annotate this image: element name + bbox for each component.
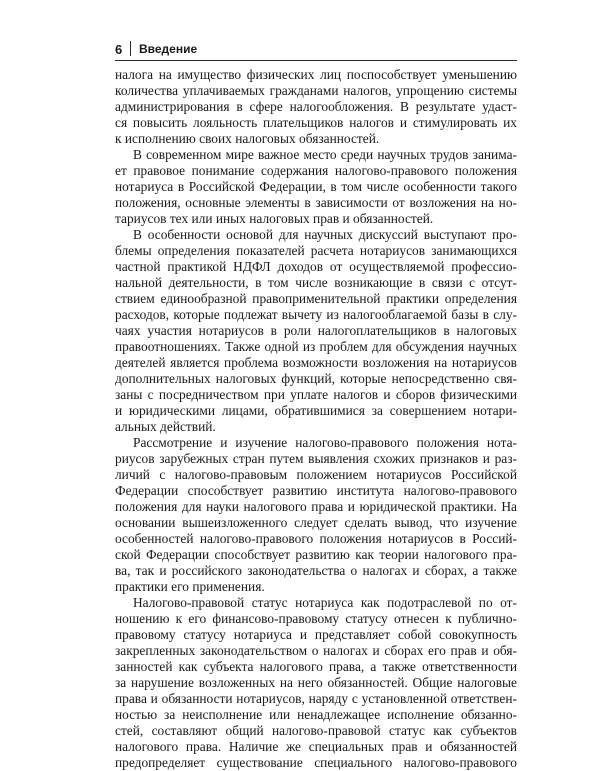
text-line: нальной деятельности, в том числе возникающие в связи с отсут- xyxy=(115,275,517,290)
text-line: ва, так и российского законодательства о налогах и сборах, а также xyxy=(115,563,517,578)
text-line: налога на имущество физических лиц поспособствует уменьшению xyxy=(115,67,517,82)
text-line: Федерации способствует развитию института налогово-правового xyxy=(115,483,517,498)
text-line: за нарушение возложенных на него обязанностей. Общие налоговые xyxy=(115,675,517,690)
text-line: предопределяет существование специального налогово-правового xyxy=(115,755,517,770)
text-line: альных действий. xyxy=(115,419,216,434)
body-text xyxy=(115,67,517,771)
paragraph xyxy=(115,435,517,595)
text-line: ношению к его финансово-правовому статусу отнесен к публично- xyxy=(115,611,517,626)
text-line: права и обязанности нотариусов, наряду с установленной ответствен- xyxy=(115,691,517,706)
text-line: практики его применения. xyxy=(115,579,265,594)
text-line: расходов, которые подлежат вычету из налогооблагаемой базы в слу- xyxy=(115,307,517,322)
text-line: В современном мире важное место среди научных трудов занима- xyxy=(133,147,517,162)
page-number: 6 xyxy=(115,42,123,57)
text-line: деятелей является проблема возможности возложения на нотариусов xyxy=(115,355,517,370)
paragraph xyxy=(115,227,517,435)
text-line: В особенности основой для научных дискуссий выступают про- xyxy=(133,227,517,242)
chapter-title: Введение xyxy=(139,42,198,56)
paragraph xyxy=(115,147,517,227)
text-line: ствием единообразной правоприменительной практики определения xyxy=(115,291,517,306)
text-line: блемы определения показателей расчета нотариусов занимающихся xyxy=(115,243,517,258)
text-line: ет правовое понимание содержания налогово-правового положения xyxy=(115,163,517,178)
text-line: дополнительных налоговых функций, которые непосредственно свя- xyxy=(115,371,517,386)
text-line: правовому статусу нотариуса и представляет собой совокупность xyxy=(115,627,517,642)
paragraph xyxy=(115,67,517,147)
text-line: налогового права. Наличие же специальных прав и обязанностей xyxy=(115,739,517,754)
text-line: риусов зарубежных стран путем выявления схожих признаков и раз- xyxy=(115,451,517,466)
text-line: администрирования в сфере налогообложения. В результате удаст- xyxy=(115,99,517,114)
text-line: заны с посредничеством при уплате налогов и сборов физическими xyxy=(115,387,517,402)
text-line: ской Федерации способствует развитию как теории налогового пра- xyxy=(115,547,517,562)
text-line: тариусов тех или иных налоговых прав и обязанностей. xyxy=(115,211,434,226)
text-line: нотариуса в Российской Федерации, в том числе особенности такого xyxy=(115,179,517,194)
text-line: ся повысить лояльность плательщиков налогов и стимулировать их xyxy=(115,115,517,130)
text-line: занностей как субъекта налогового права, а также ответственности xyxy=(115,659,517,674)
paragraph xyxy=(115,595,517,771)
text-line: ностью за неисполнение или ненадлежащее исполнение обязанно- xyxy=(115,707,517,722)
text-line: количества уплачиваемых гражданами налогов, упрощению системы xyxy=(115,83,517,98)
running-header xyxy=(115,38,517,61)
text-line: положения, основные элементы в зависимости от возложения на но- xyxy=(115,195,517,210)
text-line: стей, составляют общий налогово-правовой статус как субъектов xyxy=(115,723,517,738)
text-line: Рассмотрение и изучение налогово-правового положения нота- xyxy=(133,435,517,450)
text-line: правоотношениях. Также одной из проблем для обсуждения научных xyxy=(115,339,517,354)
text-line: к исполнению своих налоговых обязанностей. xyxy=(115,131,380,146)
text-line: чаях участия нотариусов в роли налогоплательщиков в налоговых xyxy=(115,323,517,338)
text-line: частной практикой НДФЛ доходов от осуществляемой профессио- xyxy=(115,259,517,274)
text-line: особенностей налогово-правового положения нотариусов в Россий- xyxy=(115,531,517,546)
text-line: и юридическими лицами, обратившимися за совершением нотари- xyxy=(115,403,517,418)
header-separator xyxy=(130,41,131,56)
text-line: личий с налогово-правовым положением нотариусов Российской xyxy=(115,467,517,482)
text-line: основании вышеизложенного следует сделать вывод, что изучение xyxy=(115,515,517,530)
text-line: Налогово-правовой статус нотариуса как подотраслевой по от- xyxy=(133,595,517,610)
text-line: закрепленных законодательством о налогах и сборах его прав и обя- xyxy=(115,643,517,658)
text-line: положения для науки налогового права и юридической практики. На xyxy=(115,499,517,514)
